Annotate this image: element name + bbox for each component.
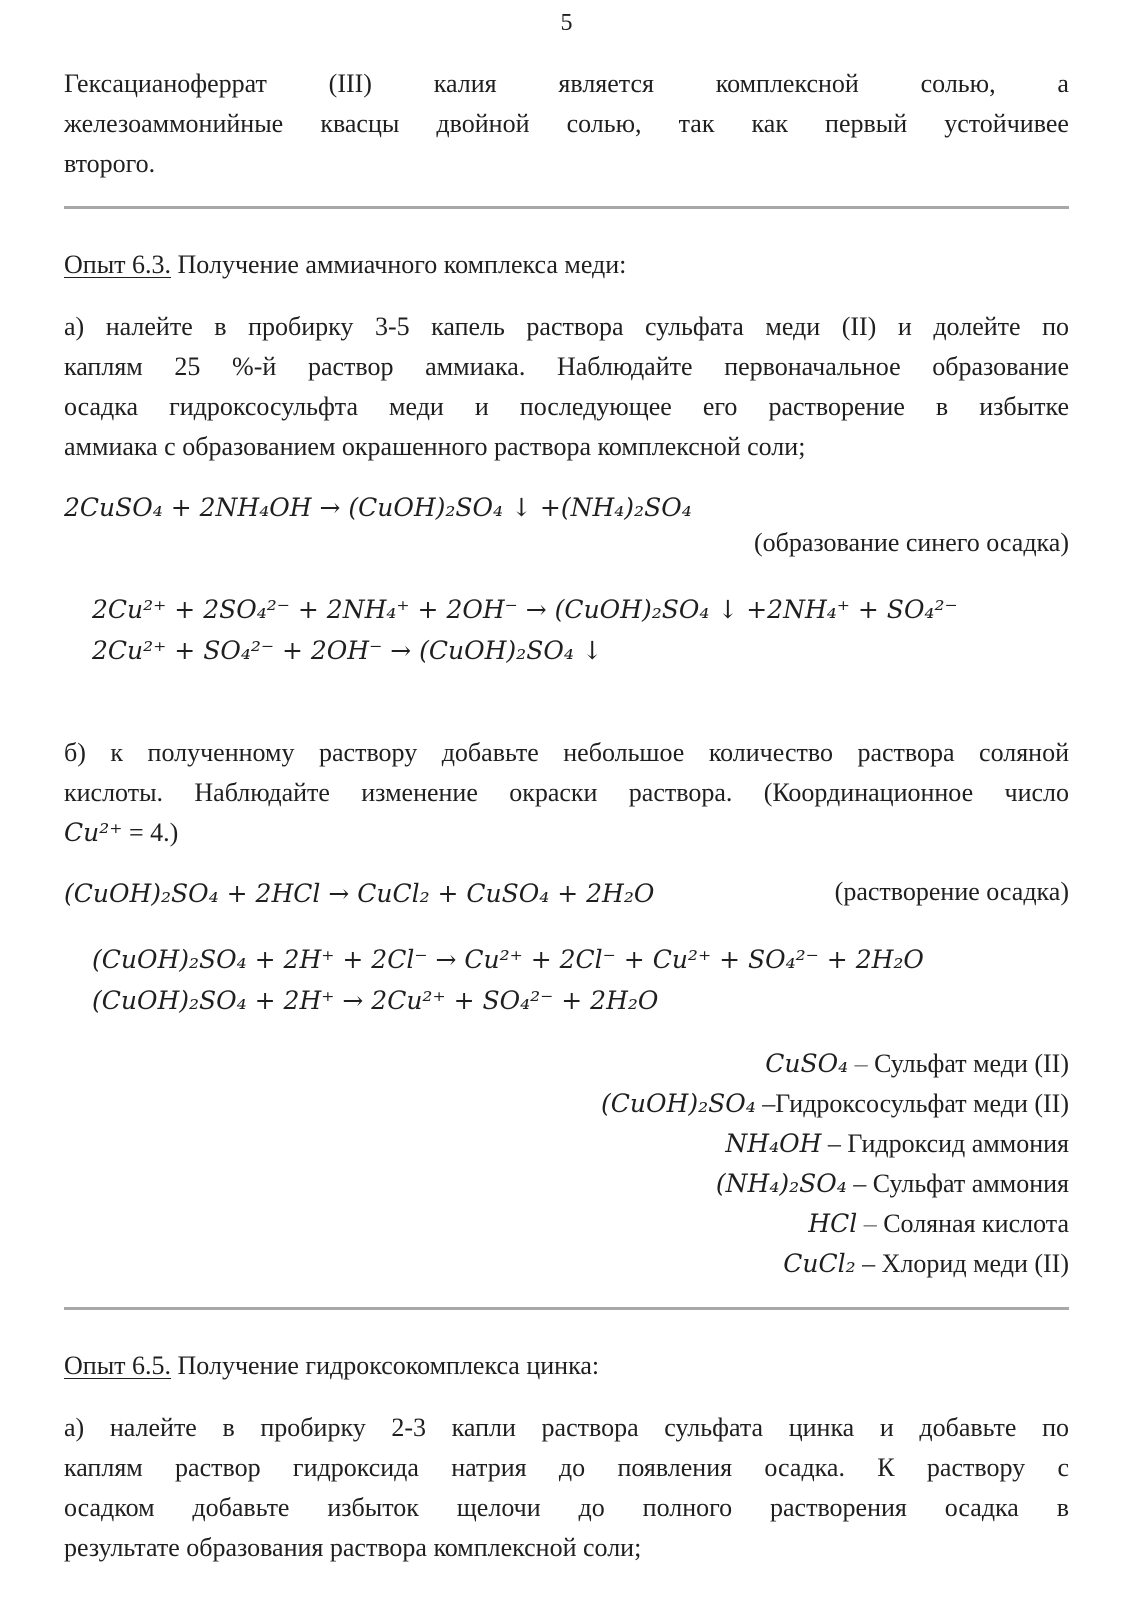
section-divider [64, 1307, 1069, 1310]
glossary-name: Хлорид меди (II) [881, 1249, 1069, 1278]
glossary-item [601, 1164, 1069, 1204]
exp63-a-line-1: а) налейте в пробирку 3-5 капель раствора сульфата меди (II) и долейте по [64, 312, 1069, 341]
intro-word: солью, [566, 109, 642, 138]
glossary-item [601, 1084, 1069, 1124]
glossary-formula: NH₄OH [725, 1129, 822, 1158]
intro-word: является [558, 69, 654, 98]
intro-word: солью, [920, 69, 996, 98]
glossary-name: Гидроксид аммония [847, 1129, 1069, 1158]
equation-ionic-short-2: (CuOH)₂SO₄ + 2H⁺ → 2Cu²⁺ + SO₄²⁻ + 2H₂O [92, 986, 659, 1015]
exp63-b-line-2: кислоты. Наблюдайте изменение окраски раствора. (Координационное число [64, 778, 1069, 807]
glossary-name: Сульфат аммония [872, 1169, 1069, 1198]
glossary [601, 1044, 1069, 1284]
glossary-item [601, 1124, 1069, 1164]
equation-note-2: (растворение осадка) [834, 877, 1069, 906]
intro-word: как [751, 109, 788, 138]
exp63-b-line-1: б) к полученному раствору добавьте небольшое количество раствора соляной [64, 738, 1069, 767]
coordination-formula: Cu²⁺ [64, 818, 123, 847]
exp63-part-b [64, 733, 1069, 853]
glossary-sep: – [855, 1249, 882, 1278]
glossary-sep: – [821, 1129, 848, 1158]
glossary-sep: – [857, 1209, 884, 1238]
intro-word: устойчивее [944, 109, 1069, 138]
exp65-label: Опыт 6.5. [64, 1351, 172, 1380]
glossary-formula: (CuOH)₂SO₄ [601, 1089, 756, 1118]
glossary-sep: – [848, 1049, 875, 1078]
intro-word: двойной [436, 109, 530, 138]
intro-word: калия [433, 69, 497, 98]
glossary-sep: – [846, 1169, 873, 1198]
intro-word: так [678, 109, 715, 138]
equation-ionic-short-1: 2Cu²⁺ + SO₄²⁻ + 2OH⁻ → (CuOH)₂SO₄ ↓ [92, 636, 603, 665]
glossary-item [601, 1204, 1069, 1244]
exp63-heading [64, 245, 1069, 285]
exp63-a-line-3: осадка гидроксосульфта меди и последующее его растворение в избытке [64, 392, 1069, 421]
exp63-part-a [64, 307, 1069, 467]
glossary-formula: HCl [808, 1209, 858, 1238]
intro-word: первый [825, 109, 908, 138]
glossary-item [601, 1244, 1069, 1284]
exp63-label: Опыт 6.3. [64, 250, 172, 279]
exp65-a-line-4: результате образования раствора комплексной соли; [64, 1533, 642, 1562]
glossary-formula: (NH₄)₂SO₄ [715, 1169, 847, 1198]
exp65-heading [64, 1346, 1069, 1386]
intro-word: (III) [328, 69, 372, 98]
document-page [64, 0, 1069, 1600]
intro-line-2 [64, 104, 1069, 144]
intro-word: квасцы [320, 109, 400, 138]
glossary-item [601, 1044, 1069, 1084]
equation-ionic-full-1: 2Cu²⁺ + 2SO₄²⁻ + 2NH₄⁺ + 2OH⁻ → (CuOH)₂SO₄ ↓ +2NH₄⁺ + SO₄²⁻ [92, 595, 958, 624]
intro-line-1 [64, 64, 1069, 104]
glossary-name: Сульфат меди (II) [874, 1049, 1069, 1078]
exp63-b-line-3 [64, 813, 1069, 853]
glossary-name: Гидроксосульфат меди (II) [775, 1089, 1069, 1118]
coordination-value: = 4.) [122, 818, 179, 847]
exp63-a-line-2: каплям 25 %-й раствор аммиака. Наблюдайте первоначальное образование [64, 352, 1069, 381]
glossary-sep: – [755, 1089, 776, 1118]
glossary-name: Соляная кислота [883, 1209, 1069, 1238]
equation-note-1: (образование синего осадка) [753, 528, 1069, 557]
exp65-a-line-3: осадком добавьте избыток щелочи до полного растворения осадка в [64, 1493, 1069, 1522]
equation-molecular-2: (CuOH)₂SO₄ + 2HCl → CuCl₂ + CuSO₄ + 2H₂O [64, 879, 655, 908]
intro-word: комплексной [715, 69, 859, 98]
intro-word: а [1057, 69, 1069, 98]
glossary-formula: CuCl₂ [783, 1249, 856, 1278]
intro-word: железоаммонийные [64, 109, 284, 138]
page-number: 5 [560, 10, 573, 36]
glossary-formula: CuSO₄ [765, 1049, 849, 1078]
equation-molecular-1: 2CuSO₄ + 2NH₄OH → (CuOH)₂SO₄ ↓ +(NH₄)₂SO₄ [64, 493, 692, 522]
intro-line-3: второго. [64, 149, 156, 178]
exp63-a-line-4: аммиака с образованием окрашенного раствора комплексной соли; [64, 432, 806, 461]
exp65-part-a [64, 1408, 1069, 1568]
intro-paragraph [64, 64, 1069, 184]
section-divider [64, 206, 1069, 209]
intro-word: Гексацианоферрат [64, 69, 267, 98]
exp65-a-line-1: а) налейте в пробирку 2-3 капли раствора сульфата цинка и добавьте по [64, 1413, 1069, 1442]
exp63-title: Получение аммиачного комплекса меди: [171, 250, 627, 279]
exp65-a-line-2: каплям раствор гидроксида натрия до появления осадка. К раствору с [64, 1453, 1069, 1482]
exp65-title: Получение гидроксокомплекса цинка: [171, 1351, 600, 1380]
equation-ionic-full-2: (CuOH)₂SO₄ + 2H⁺ + 2Cl⁻ → Cu²⁺ + 2Cl⁻ + Cu²⁺ + SO₄²⁻ + 2H₂O [92, 945, 924, 974]
